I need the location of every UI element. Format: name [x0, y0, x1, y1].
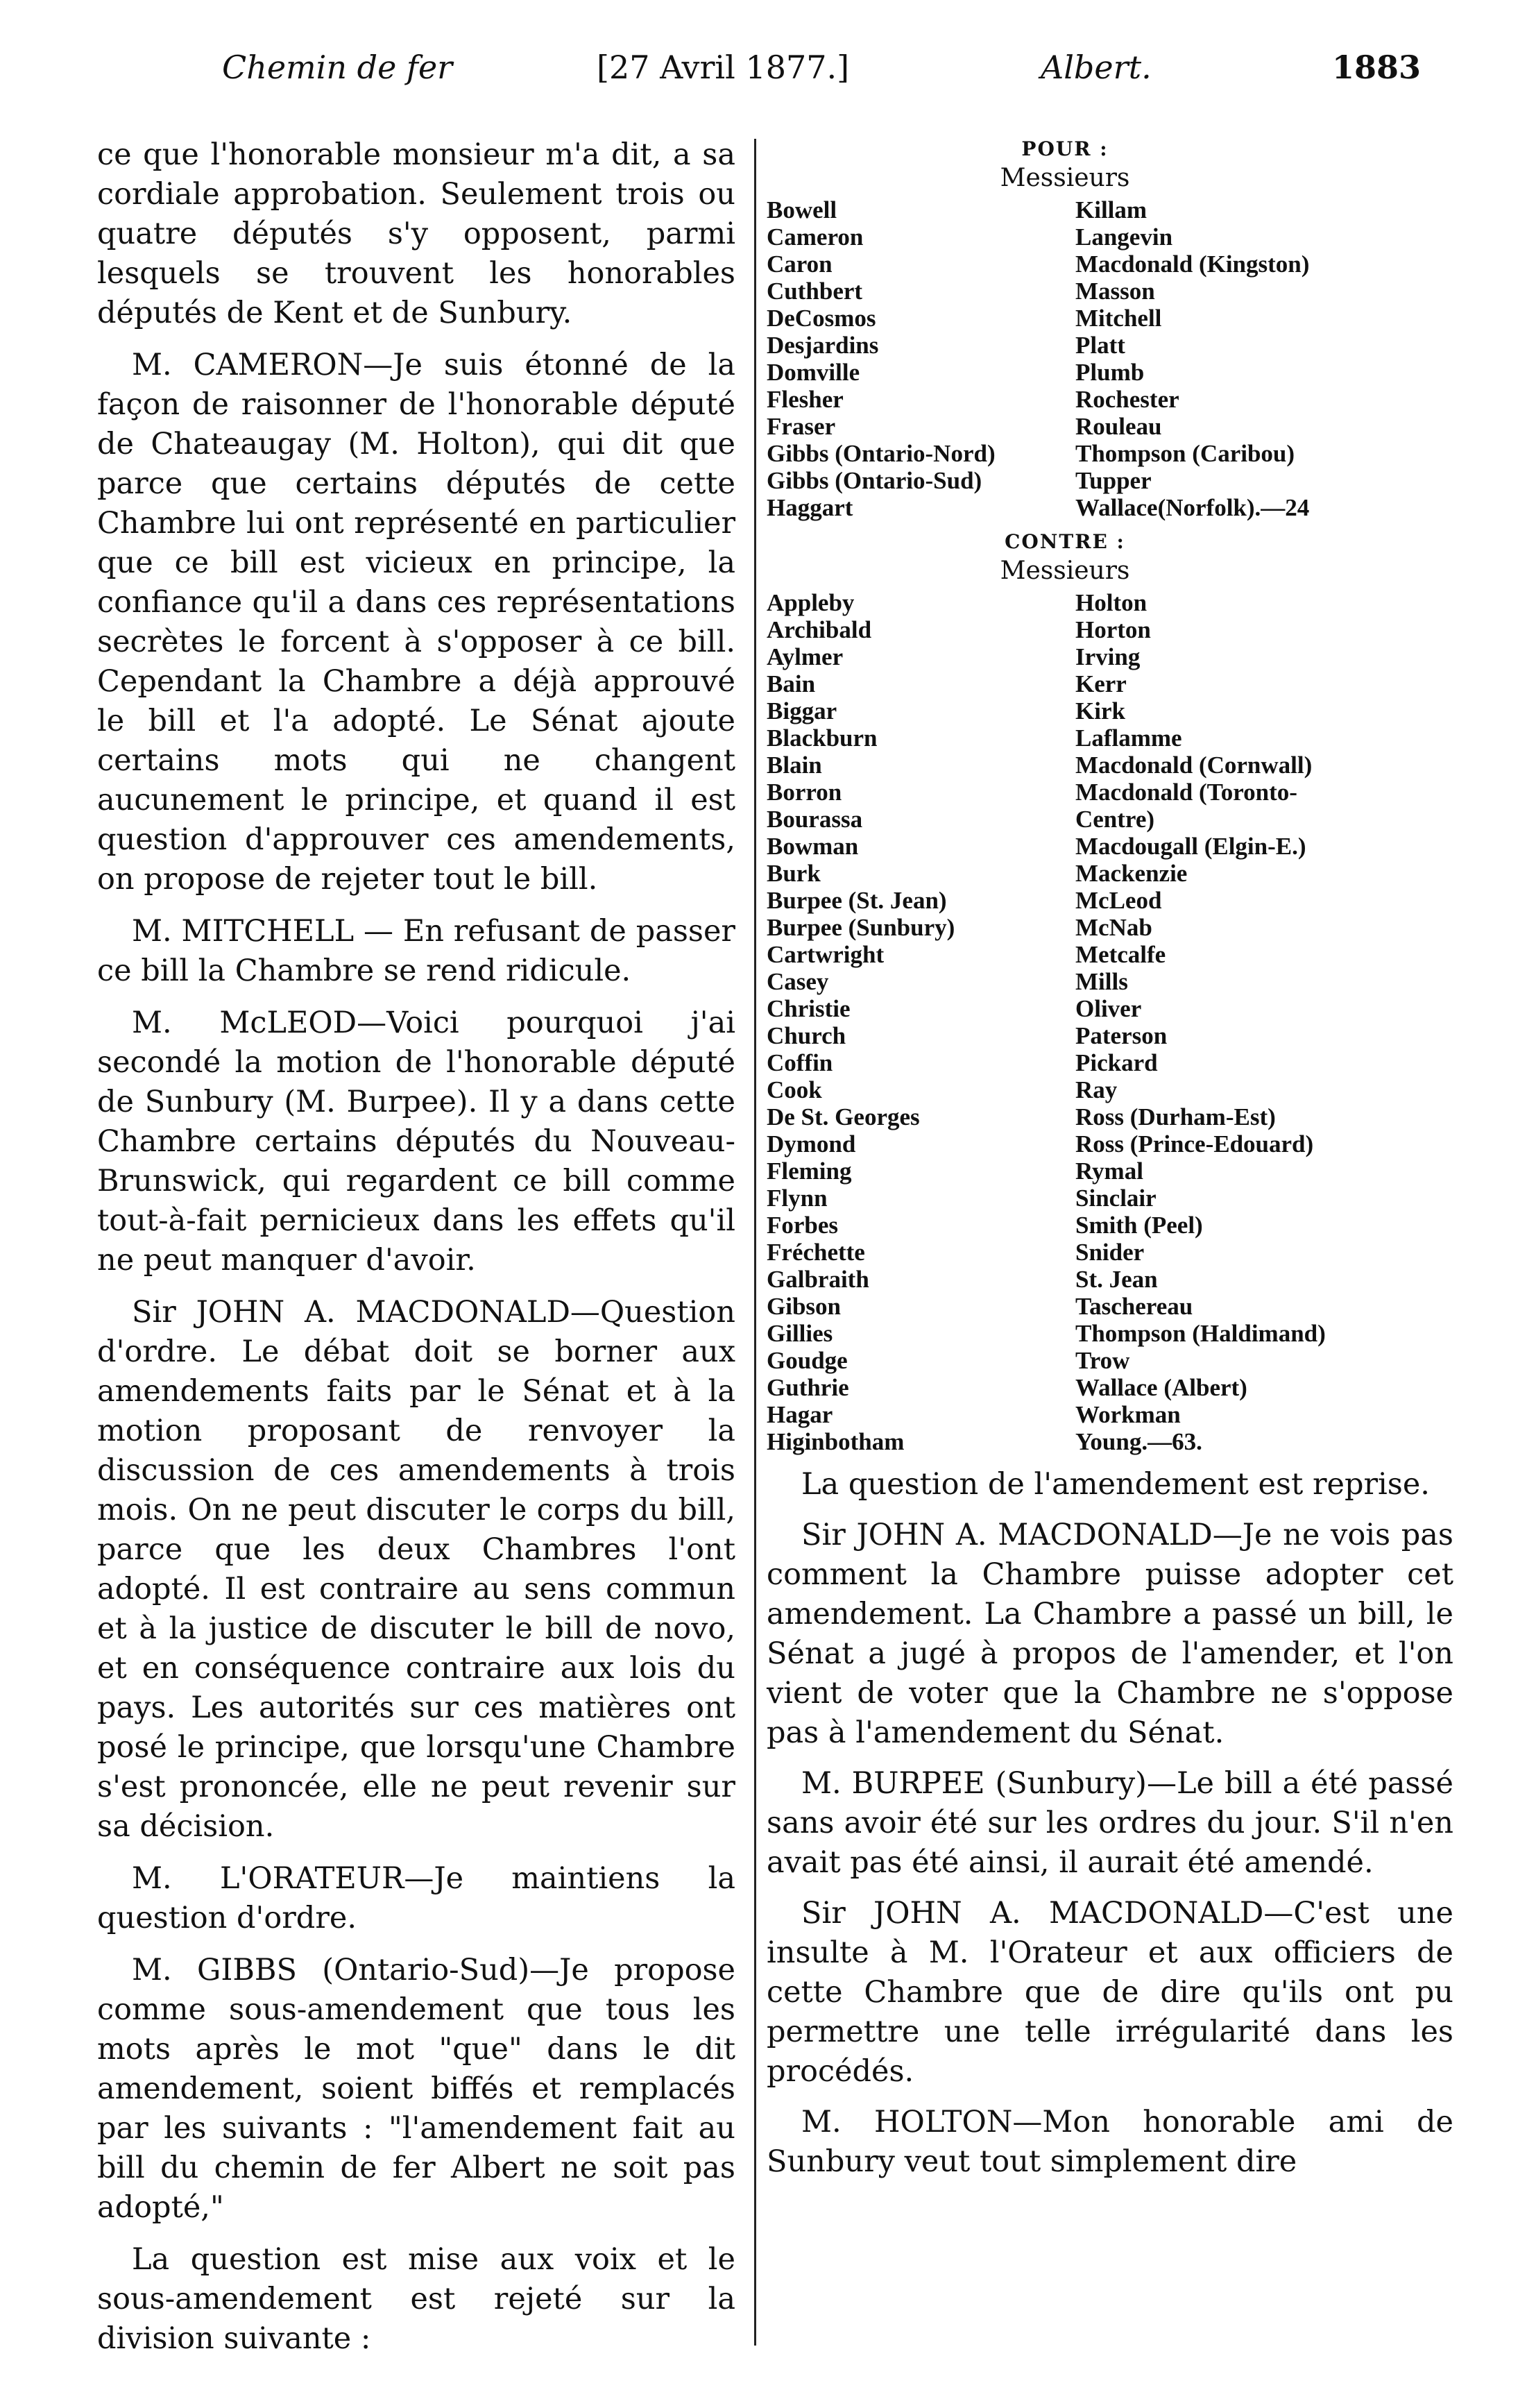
member-name: Appleby: [767, 589, 855, 616]
running-title: Chemin de fer: [222, 49, 453, 86]
member-name: McLeod: [1075, 887, 1162, 914]
member-name: Rochester: [1075, 386, 1179, 413]
member-name: Macdougall (Elgin-E.): [1075, 833, 1306, 860]
vote-row: [767, 1401, 1453, 1428]
member-name: Taschereau: [1075, 1293, 1193, 1320]
vote-row: [767, 1212, 1453, 1239]
paragraph: Sir JOHN A. MACDONALD—Je ne vois pas comment la Chambre puisse adopter cet amendement. La Chambre a passé un bill, le Sénat a jugé à propos de l'amender, et l'on vient de voter que la Chambre ne s'oppose pas à l'amendement du Sénat.: [767, 1518, 1453, 1750]
member-name: Oliver: [1075, 995, 1142, 1022]
vote-row: [767, 643, 1453, 670]
member-name: Haggart: [767, 494, 853, 521]
contre-vote-list: [767, 589, 1453, 1455]
member-name: Caron: [767, 251, 833, 278]
column-divider: [754, 139, 756, 2346]
paragraph: M. HOLTON—Mon honorable ami de Sunbury veut tout simplement dire: [767, 2105, 1453, 2179]
paragraph: M. MITCHELL — En refusant de passer ce bill la Chambre se rend ridicule.: [97, 914, 735, 988]
pour-messieurs: Messieurs: [1000, 164, 1130, 192]
member-name: Plumb: [1075, 359, 1145, 386]
vote-row: [767, 305, 1453, 332]
vote-row: [767, 359, 1453, 386]
member-name: Casey: [767, 968, 829, 995]
member-name: Smith (Peel): [1075, 1212, 1203, 1239]
member-name: Pickard: [1075, 1049, 1158, 1076]
vote-row: [767, 196, 1453, 223]
vote-row: [767, 1347, 1453, 1374]
member-name: Irving: [1075, 643, 1141, 670]
paragraph: ce que l'honorable monsieur m'a dit, a sa cordiale approbation. Seulement trois ou quatre députés s'y opposent, parmi lesquels se trouvent les honorables députés de Kent et de Sunbury.: [97, 137, 735, 330]
member-name: Borron: [767, 779, 842, 806]
member-name: Guthrie: [767, 1374, 849, 1401]
section-title: Albert.: [1041, 49, 1152, 86]
member-name: De St. Georges: [767, 1103, 920, 1130]
contre-heading: CONTRE :: [1005, 530, 1125, 553]
vote-row: [767, 724, 1453, 752]
member-name: Mackenzie: [1075, 860, 1188, 887]
vote-row: [767, 616, 1453, 643]
member-name: Sinclair: [1075, 1185, 1157, 1212]
member-name: Flesher: [767, 386, 844, 413]
member-name: Mills: [1075, 968, 1128, 995]
member-name: Christie: [767, 995, 851, 1022]
vote-row: [767, 251, 1453, 278]
paragraph: M. GIBBS (Ontario-Sud)—Je propose comme sous-amendement que tous les mots après le mot "que" dans le dit amendement, soient biffés et remplacés par les suivants : "l'amendement fait au bill du chemin de fer Albert ne soit pas adopté,": [97, 1953, 735, 2225]
vote-row: [767, 1158, 1453, 1185]
vote-row: [767, 670, 1453, 697]
paragraph: La question est mise aux voix et le sous-amendement est rejeté sur la division suivante :: [97, 2242, 735, 2356]
paragraph: M. L'ORATEUR—Je maintiens la question d'ordre.: [97, 1861, 735, 1935]
page-header: [0, 49, 1527, 97]
vote-row: [767, 278, 1453, 305]
vote-row: [767, 1266, 1453, 1293]
member-name: Macdonald (Kingston): [1075, 251, 1310, 278]
vote-row: [767, 589, 1453, 616]
vote-row: [767, 833, 1453, 860]
vote-row: [767, 860, 1453, 887]
member-name: Mitchell: [1075, 305, 1162, 332]
vote-row: [767, 223, 1453, 251]
member-name: DeCosmos: [767, 305, 876, 332]
vote-row: [767, 1320, 1453, 1347]
member-name: Platt: [1075, 332, 1125, 359]
member-name: Higinbotham: [767, 1428, 905, 1455]
vote-row: [767, 332, 1453, 359]
member-name: Gibbs (Ontario-Sud): [767, 467, 982, 494]
member-name: Bowman: [767, 833, 859, 860]
paragraph: M. McLEOD—Voici pourquoi j'ai secondé la motion de l'honorable député de Sunbury (M. Burpee). Il y a dans cette Chambre certains députés du Nouveau-Brunswick, qui regardent ce bill comme tout-à-fait pernicieux dans les effets qu'il ne peut manquer d'avoir.: [97, 1006, 735, 1278]
member-name: Gillies: [767, 1320, 833, 1347]
member-name: Thompson (Haldimand): [1075, 1320, 1326, 1347]
member-name: Cartwright: [767, 941, 885, 968]
vote-row: [767, 1130, 1453, 1158]
member-name: Workman: [1075, 1401, 1181, 1428]
paragraph: Sir JOHN A. MACDONALD—C'est une insulte à M. l'Orateur et aux officiers de cette Chambre que de dire qu'ils ont pu permettre une telle irrégularité dans les procédés.: [767, 1896, 1453, 2089]
member-name: Burpee (St. Jean): [767, 887, 947, 914]
member-name: Cuthbert: [767, 278, 863, 305]
vote-row: [767, 467, 1453, 494]
member-name: Killam: [1075, 196, 1148, 223]
vote-row: [767, 413, 1453, 440]
member-name: Macdonald (Toronto-: [1075, 779, 1297, 806]
right-text: [767, 1465, 1453, 2182]
member-name: Ross (Durham-Est): [1075, 1103, 1276, 1130]
member-name: Trow: [1075, 1347, 1130, 1374]
member-name: Fleming: [767, 1158, 852, 1185]
member-name: Metcalfe: [1075, 941, 1166, 968]
member-name: Bowell: [767, 196, 837, 223]
vote-row: [767, 440, 1453, 467]
vote-row: [767, 1049, 1453, 1076]
vote-row: [767, 914, 1453, 941]
member-name: Burk: [767, 860, 821, 887]
vote-row: [767, 1239, 1453, 1266]
member-name: Thompson (Caribou): [1075, 440, 1295, 467]
vote-row: [767, 1374, 1453, 1401]
paragraph: M. BURPEE (Sunbury)—Le bill a été passé sans avoir été sur les ordres du jour. S'il n'en avait pas été ainsi, il aurait été amendé.: [767, 1766, 1453, 1880]
member-name: Cook: [767, 1076, 822, 1103]
contre-messieurs: Messieurs: [1000, 557, 1130, 585]
member-name: Fréchette: [767, 1239, 865, 1266]
member-name: Aylmer: [767, 643, 844, 670]
member-name: Burpee (Sunbury): [767, 914, 955, 941]
member-name: Ross (Prince-Edouard): [1075, 1130, 1314, 1158]
member-name: Goudge: [767, 1347, 848, 1374]
member-name: Coffin: [767, 1049, 833, 1076]
member-name: Masson: [1075, 278, 1155, 305]
member-name: Gibbs (Ontario-Nord): [767, 440, 996, 467]
member-name: Wallace(Norfolk).—24: [1075, 494, 1310, 521]
member-name: Snider: [1075, 1239, 1145, 1266]
page-number: 1883: [1332, 49, 1422, 86]
member-name: Cameron: [767, 223, 864, 251]
vote-row: [767, 1076, 1453, 1103]
vote-row: [767, 386, 1453, 413]
member-name: Rymal: [1075, 1158, 1143, 1185]
paragraph: M. CAMERON—Je suis étonné de la façon de raisonner de l'honorable député de Chateaugay (M. Holton), qui dit que parce que certains députés de cette Chambre lui ont représenté en particulier que ce bill est vicieux en principe, la confiance qu'il a dans ces représentations secrètes le forcent à s'opposer à ce bill. Cependant la Chambre a déjà approuvé le bill et l'a adopté. Le Sénat ajoute certains mots qui ne changent aucunement le principe, et quand il est question d'approuver ces amendements, on propose de rejeter tout le bill.: [97, 348, 735, 897]
vote-row: [767, 779, 1453, 806]
member-name: Bourassa: [767, 806, 863, 833]
member-name: Horton: [1075, 616, 1151, 643]
member-name: Hagar: [767, 1401, 833, 1428]
member-name: Kirk: [1075, 697, 1125, 724]
member-name: Langevin: [1075, 223, 1173, 251]
paragraph: Sir JOHN A. MACDONALD—Question d'ordre. Le débat doit se borner aux amendements faits par le Sénat et à la motion proposant de renvoyer la discussion de ces amendements à trois mois. On ne peut discuter le corps du bill, parce que les deux Chambres l'ont adopté. Il est contraire au sens commun et à la justice de discuter le bill de novo, et en conséquence contraire aux lois du pays. Les autorités sur ces matières ont posé le principe, que lorsqu'une Chambre s'est prononcée, elle ne peut revenir sur sa décision.: [97, 1295, 735, 1844]
member-name: Biggar: [767, 697, 837, 724]
member-name: Rouleau: [1075, 413, 1162, 440]
member-name: Kerr: [1075, 670, 1127, 697]
vote-row: [767, 995, 1453, 1022]
vote-row: [767, 941, 1453, 968]
member-name: Wallace (Albert): [1075, 1374, 1247, 1401]
member-name: St. Jean: [1075, 1266, 1158, 1293]
vote-row: [767, 1103, 1453, 1130]
member-name: Tupper: [1075, 467, 1152, 494]
member-name: Holton: [1075, 589, 1148, 616]
member-name: Ray: [1075, 1076, 1118, 1103]
vote-row: [767, 1022, 1453, 1049]
member-name: Macdonald (Cornwall): [1075, 752, 1313, 779]
vote-row: [767, 697, 1453, 724]
member-name: Desjardins: [767, 332, 879, 359]
paragraph: La question de l'amendement est reprise.: [801, 1467, 1430, 1502]
member-name: Dymond: [767, 1130, 856, 1158]
right-column: [767, 135, 1453, 2193]
vote-row: [767, 1185, 1453, 1212]
vote-row: [767, 968, 1453, 995]
date-heading: [27 Avril 1877.]: [597, 49, 850, 86]
pour-heading: POUR :: [1021, 137, 1109, 160]
vote-row: [767, 494, 1453, 521]
vote-row: [767, 806, 1453, 833]
left-column: [97, 135, 735, 2371]
member-name: Centre): [1075, 806, 1155, 833]
member-name: Blackburn: [767, 724, 878, 752]
member-name: Young.—63.: [1075, 1428, 1202, 1455]
vote-row: [767, 752, 1453, 779]
member-name: Laflamme: [1075, 724, 1182, 752]
vote-row: [767, 1428, 1453, 1455]
member-name: Archibald: [767, 616, 872, 643]
vote-row: [767, 887, 1453, 914]
member-name: Forbes: [767, 1212, 839, 1239]
vote-row: [767, 1293, 1453, 1320]
member-name: Bain: [767, 670, 816, 697]
member-name: Flynn: [767, 1185, 828, 1212]
pour-vote-list: [767, 196, 1453, 521]
member-name: Gibson: [767, 1293, 841, 1320]
member-name: Paterson: [1075, 1022, 1168, 1049]
member-name: Blain: [767, 752, 822, 779]
member-name: Domville: [767, 359, 860, 386]
member-name: Galbraith: [767, 1266, 869, 1293]
member-name: Church: [767, 1022, 846, 1049]
member-name: Fraser: [767, 413, 836, 440]
member-name: McNab: [1075, 914, 1152, 941]
